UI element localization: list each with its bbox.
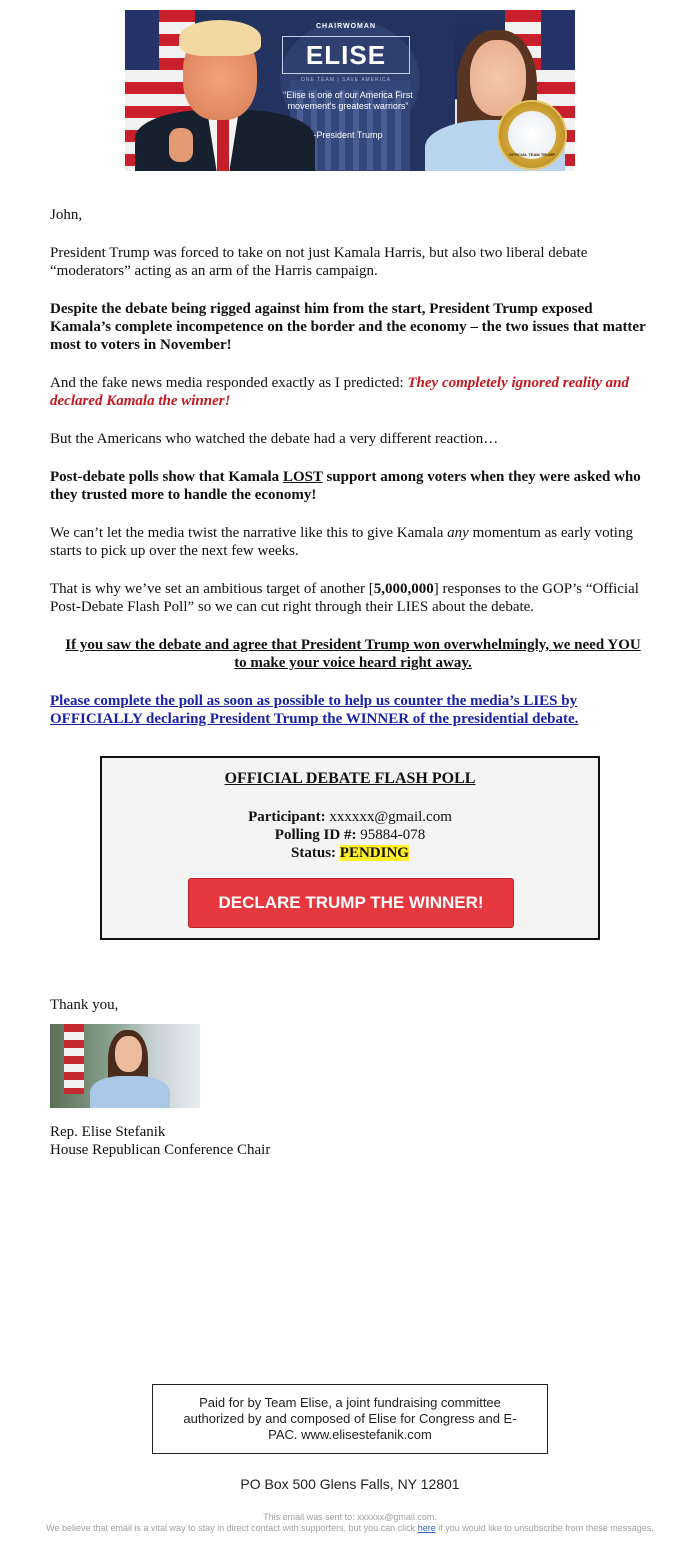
participant-email: xxxxxx@gmail.com xyxy=(329,809,452,825)
poll-title: OFFICIAL DEBATE FLASH POLL xyxy=(224,770,476,787)
polling-id-row: Polling ID #: 95884-078 xyxy=(274,827,426,843)
paragraph-2-bold: Despite the debate being rigged against him from the start, President Trump exposed Kamala’s complete incompetence on the border and the economy – the two issues that matter most to voters in November! xyxy=(50,301,646,353)
header-banner-image xyxy=(125,10,575,171)
elise-signature-photo xyxy=(50,1024,200,1108)
logo-tagline-text: ONE TEAM | SAVE AMERICA xyxy=(301,77,391,83)
banner-quote: “Elise is one of our America First movement’s greatest warriors” xyxy=(283,90,413,111)
paid-for-disclaimer: Paid for by Team Elise, a joint fundraising committee authorized by and composed of Elise for Congress and E-PAC. www.elisestefanik.com xyxy=(152,1384,548,1454)
signature-title: House Republican Conference Chair xyxy=(50,1142,271,1158)
paragraph-5-bold: Post-debate polls show that Kamala LOST support among voters when they were asked who they trusted more to handle the economy! xyxy=(50,469,641,503)
debate-poll-box xyxy=(100,756,600,940)
banner-quote-attribution: -President Trump xyxy=(313,130,383,140)
official-team-trump-seal-icon: OFFICIAL TEAM TRUMP xyxy=(499,102,565,168)
greeting: John, xyxy=(50,207,83,223)
status-row: Status: PENDING xyxy=(291,845,409,861)
complete-poll-link[interactable]: Please complete the poll as soon as possible to help us counter the media’s LIES by OFFICIALLY declaring President Trump the WINNER of the presidential debate. xyxy=(50,693,579,727)
logo-elise-text: ELISE xyxy=(305,40,387,70)
paragraph-4: But the Americans who watched the debate had a very different reaction… xyxy=(50,431,499,447)
status-badge: PENDING xyxy=(339,845,409,861)
elise-logo xyxy=(282,23,410,83)
thumbs-up-icon xyxy=(169,128,193,162)
logo-chairwoman-text: CHAIRWOMAN xyxy=(315,23,377,30)
signature-name: Rep. Elise Stefanik xyxy=(50,1124,166,1140)
paragraph-7: That is why we’ve set an ambitious target of another [5,000,000] responses to the GOP’s “Official Post-Debate Flash Poll” so we can cut right through their LIES about the debate. xyxy=(50,581,639,615)
signoff: Thank you, xyxy=(50,997,119,1013)
mailing-address: PO Box 500 Glens Falls, NY 12801 xyxy=(240,1476,460,1492)
call-to-action-underlined: If you saw the debate and agree that President Trump won overwhelmingly, we need YOU to make your voice heard right away. xyxy=(65,637,641,671)
paragraph-3: And the fake news media responded exactly as I predicted: They completely ignored reality and declared Kamala the winner! xyxy=(50,375,629,409)
sent-to-notice: This email was sent to: xxxxxx@gmail.com. xyxy=(263,1512,437,1522)
participant-row: Participant: xxxxxx@gmail.com xyxy=(248,809,452,825)
unsubscribe-notice: We believe that email is a vital way to stay in direct contact with supporters, but you can click here if you would like to unsubscribe from these messages. xyxy=(46,1523,654,1533)
red-emphasis-text: They completely ignored reality and declared Kamala the winner! xyxy=(50,375,629,409)
paragraph-9 xyxy=(50,692,646,728)
declare-winner-button[interactable]: DECLARE TRUMP THE WINNER! xyxy=(188,878,514,928)
paragraph-6: We can’t let the media twist the narrative like this to give Kamala any momentum as early voting starts to pick up over the next few weeks. xyxy=(50,525,633,559)
unsubscribe-link[interactable]: here xyxy=(417,1523,436,1533)
polling-id-value: 95884-078 xyxy=(360,827,426,843)
paragraph-1: President Trump was forced to take on not just Kamala Harris, but also two liberal debate “moderators” acting as an arm of the Harris campaign. xyxy=(50,245,588,279)
lost-underlined: LOST xyxy=(282,469,323,485)
